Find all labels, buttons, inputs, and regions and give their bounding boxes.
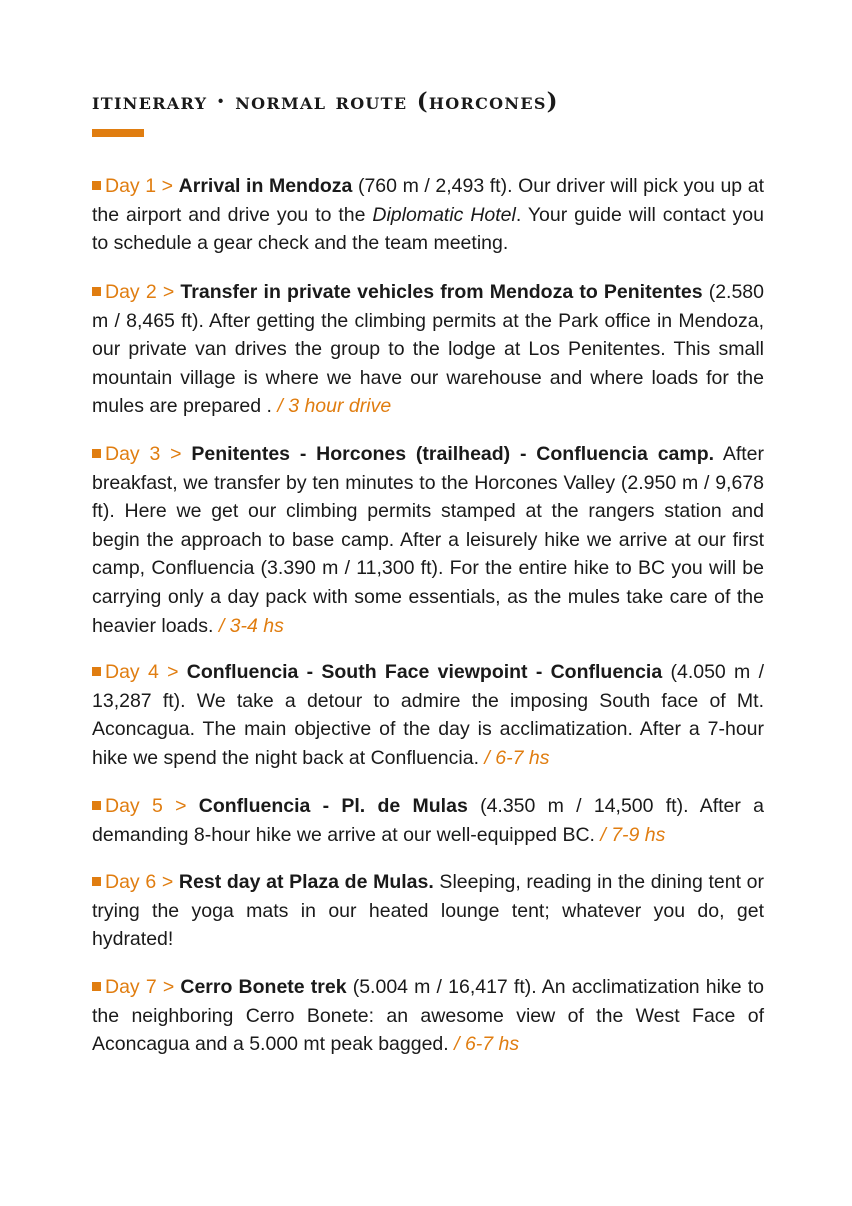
- day-duration: / 3 hour drive: [277, 395, 392, 418]
- day-entry: [92, 658, 764, 772]
- day-entry: [92, 973, 764, 1059]
- day-duration: / 6-7 hs: [484, 746, 550, 769]
- day-duration: / 7-9 hs: [600, 823, 666, 846]
- square-bullet-icon: [92, 801, 101, 810]
- day-duration: / 6-7 hs: [454, 1033, 520, 1056]
- day-label: Day 1 >: [105, 175, 174, 197]
- square-bullet-icon: [92, 181, 101, 190]
- day-label: Day 6 >: [105, 871, 174, 893]
- day-headline: Rest day at Plaza de Mulas.: [178, 871, 434, 893]
- day-headline: Transfer in private vehicles from Mendoza to Penitentes: [180, 281, 703, 303]
- square-bullet-icon: [92, 667, 101, 676]
- day-entry: [92, 278, 764, 421]
- day-entry: [92, 868, 764, 954]
- day-headline: Arrival in Mendoza: [178, 175, 353, 197]
- day-description: (5.004 m / 16,417 ft). An acclimatization hike to the neighboring Cerro Bonete: an awesome view of the West Face of Aconcagua and a 5.000 mt peak bagged.: [92, 976, 764, 1056]
- hotel-name: Diplomatic Hotel: [372, 203, 516, 226]
- day-label: Day 3 >: [105, 443, 182, 465]
- day-description-end: . Your guide will contact you to schedule a gear check and the team meeting.: [92, 203, 764, 255]
- day-label: Day 2 >: [105, 281, 175, 303]
- day-duration: / 3-4 hs: [218, 614, 284, 637]
- day-description: (4.050 m / 13,287 ft). We take a detour to admire the imposing South face of Mt. Aconcagua. The main objective of the day is acclimatization. After a 7-hour hike we spend the night back at Confluencia.: [92, 661, 764, 769]
- day-description: (760 m / 2,493 ft). Our driver will pick you up at the airport and drive you to the: [92, 175, 765, 226]
- square-bullet-icon: [92, 449, 101, 458]
- day-headline: Cerro Bonete trek: [180, 976, 347, 998]
- day-label: Day 7 >: [105, 976, 175, 998]
- square-bullet-icon: [92, 287, 101, 296]
- day-description: (4.350 m / 14,500 ft). After a demanding 8-hour hike we arrive at our well-equipped BC.: [92, 795, 765, 846]
- day-headline: Confluencia - Pl. de Mulas: [198, 795, 468, 817]
- square-bullet-icon: [92, 982, 101, 991]
- day-description: Sleeping, reading in the dining tent or trying the yoga mats in our heated lounge tent; whatever you do, get hydrated!: [92, 871, 764, 951]
- day-description: After breakfast, we transfer by ten minutes to the Horcones Valley (2.950 m / 9,678 ft). Here we get our climbing permits stamped at the rangers station and begin the approach to base camp. After a leisurely hike we arrive at our first camp, Confluencia (3.390 m / 11,300 ft). For the entire hike to BC you will be carrying only a day pack with some essentials, as the mules take care of the heavier loads.: [92, 443, 765, 637]
- day-entry: [92, 172, 764, 258]
- day-description: (2.580 m / 8,465 ft). After getting the climbing permits at the Park office in Mendoza, our private van drives the group to the lodge at Los Penitentes. This small mountain village is where we have our warehouse and where loads for the mules are prepared .: [92, 281, 765, 418]
- day-headline: Confluencia - South Face viewpoint - Confluencia: [186, 661, 663, 683]
- day-headline: Penitentes - Horcones (trailhead) - Confluencia camp.: [191, 443, 715, 465]
- page-title: itinerary · normal route (horcones): [92, 88, 559, 115]
- day-entry: [92, 440, 764, 640]
- square-bullet-icon: [92, 877, 101, 886]
- day-label: Day 5 >: [105, 795, 187, 817]
- title-underline: [92, 129, 144, 137]
- day-entry: [92, 792, 764, 849]
- day-label: Day 4 >: [105, 661, 179, 683]
